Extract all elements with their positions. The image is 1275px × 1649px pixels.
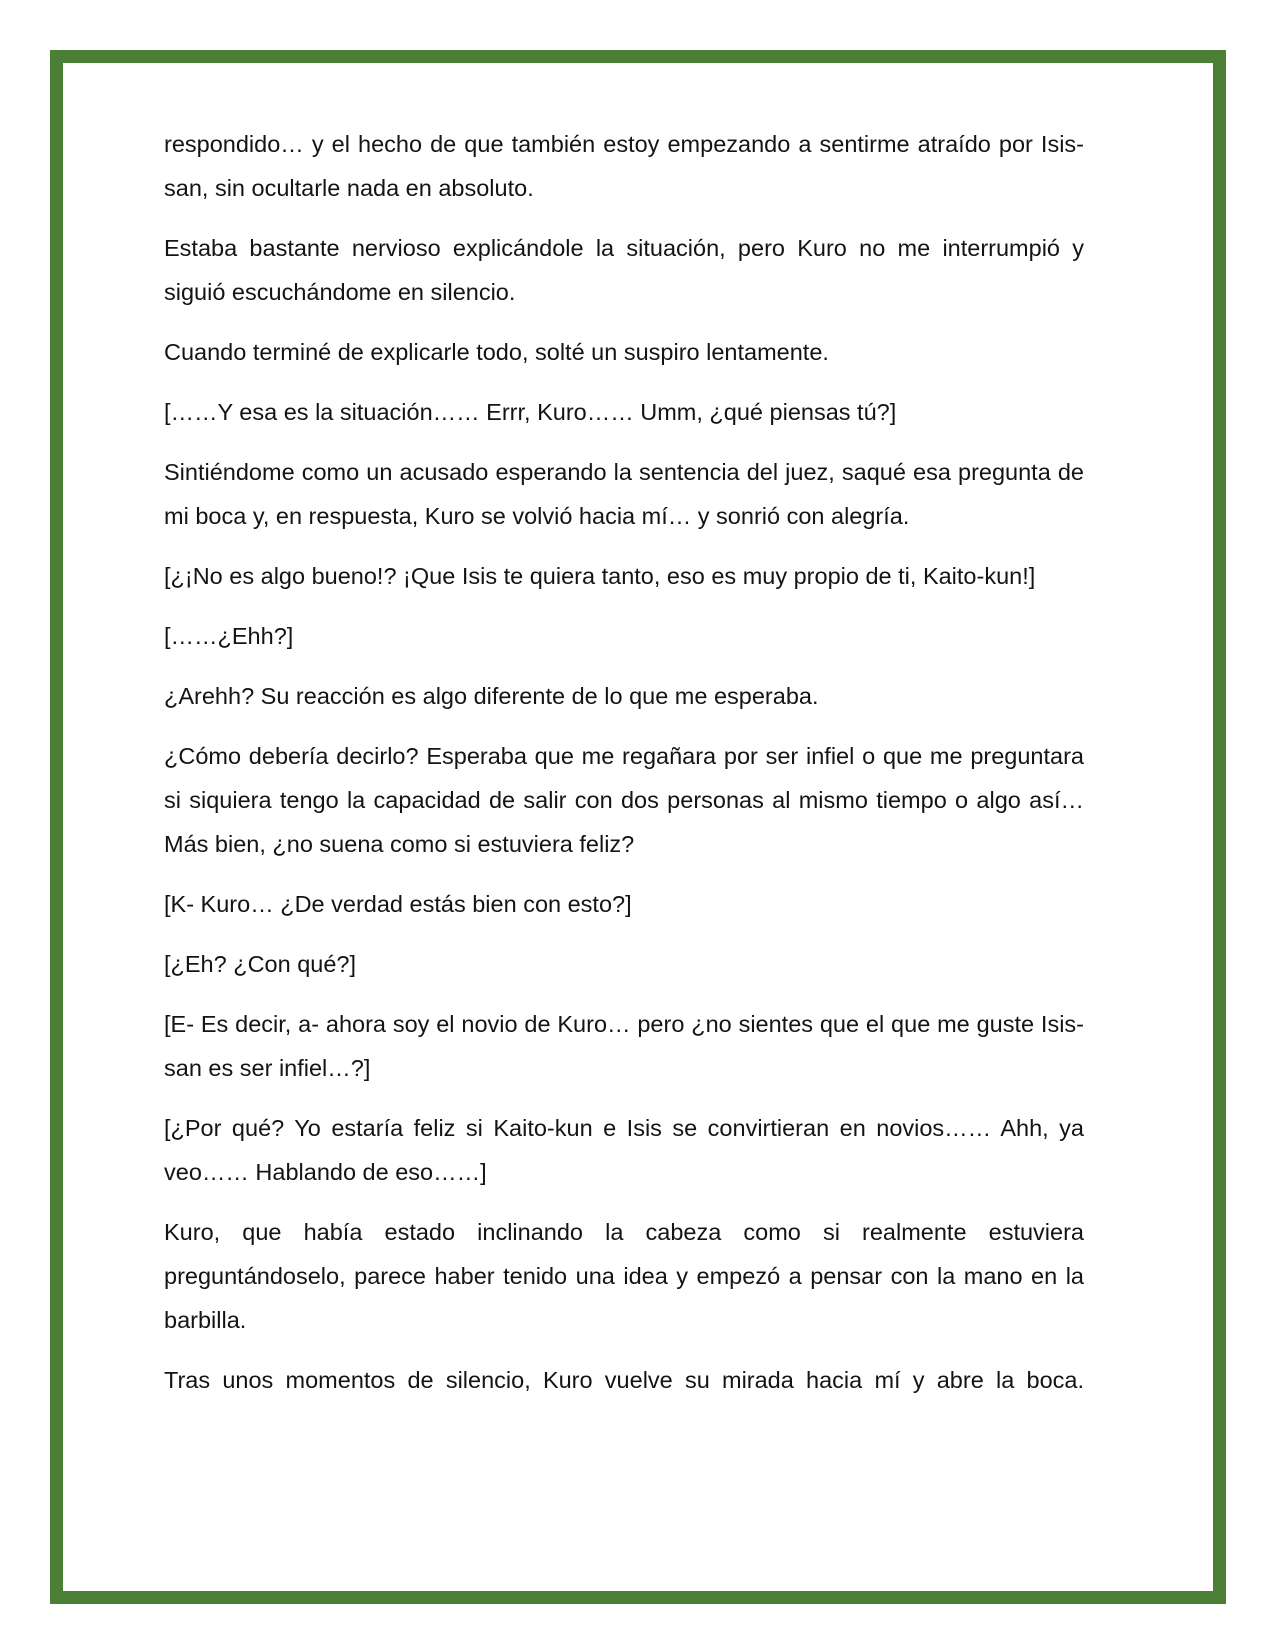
paragraph: Kuro, que había estado inclinando la cabeza como si realmente estuviera preguntándoselo, parece haber tenido una idea y empezó a pensar con la mano en la barbilla. (164, 1219, 1084, 1333)
paragraph: Tras unos momentos de silencio, Kuro vuelve su mirada hacia mí y abre la boca. (164, 1367, 1084, 1393)
paragraph: [K- Kuro… ¿De verdad estás bien con esto?] (164, 891, 632, 917)
paragraph: respondido… y el hecho de que también estoy empezando a sentirme atraído por Isis-san, sin ocultarle nada en absoluto. (164, 131, 1084, 201)
paragraph: Sintiéndome como un acusado esperando la sentencia del juez, saqué esa pregunta de mi boca y, en respuesta, Kuro se volvió hacia mí… y sonrió con alegría. (164, 459, 1084, 529)
text-body (164, 122, 1084, 1418)
paragraph: ¿Arehh? Su reacción es algo diferente de lo que me esperaba. (164, 683, 819, 709)
paragraph: [E- Es decir, a- ahora soy el novio de Kuro… pero ¿no sientes que el que me guste Isis-san es ser infiel…?] (164, 1011, 1084, 1081)
paragraph: [¿Por qué? Yo estaría feliz si Kaito-kun e Isis se convirtieran en novios…… Ahh, ya veo…… Hablando de eso……] (164, 1115, 1084, 1185)
paragraph: [……¿Ehh?] (164, 623, 294, 649)
paragraph: ¿Cómo debería decirlo? Esperaba que me regañara por ser infiel o que me preguntara si siquiera tengo la capacidad de salir con dos personas al mismo tiempo o algo así… Más bien, ¿no suena como si estuviera feliz? (164, 743, 1084, 857)
paragraph: [……Y esa es la situación…… Errr, Kuro…… Umm, ¿qué piensas tú?] (164, 399, 897, 425)
paragraph: [¿¡No es algo bueno!? ¡Que Isis te quiera tanto, eso es muy propio de ti, Kaito-kun!] (164, 563, 1036, 589)
paragraph: Cuando terminé de explicarle todo, solté un suspiro lentamente. (164, 339, 829, 365)
paragraph: [¿Eh? ¿Con qué?] (164, 951, 357, 977)
paragraph: Estaba bastante nervioso explicándole la situación, pero Kuro no me interrumpió y siguió escuchándome en silencio. (164, 235, 1084, 305)
